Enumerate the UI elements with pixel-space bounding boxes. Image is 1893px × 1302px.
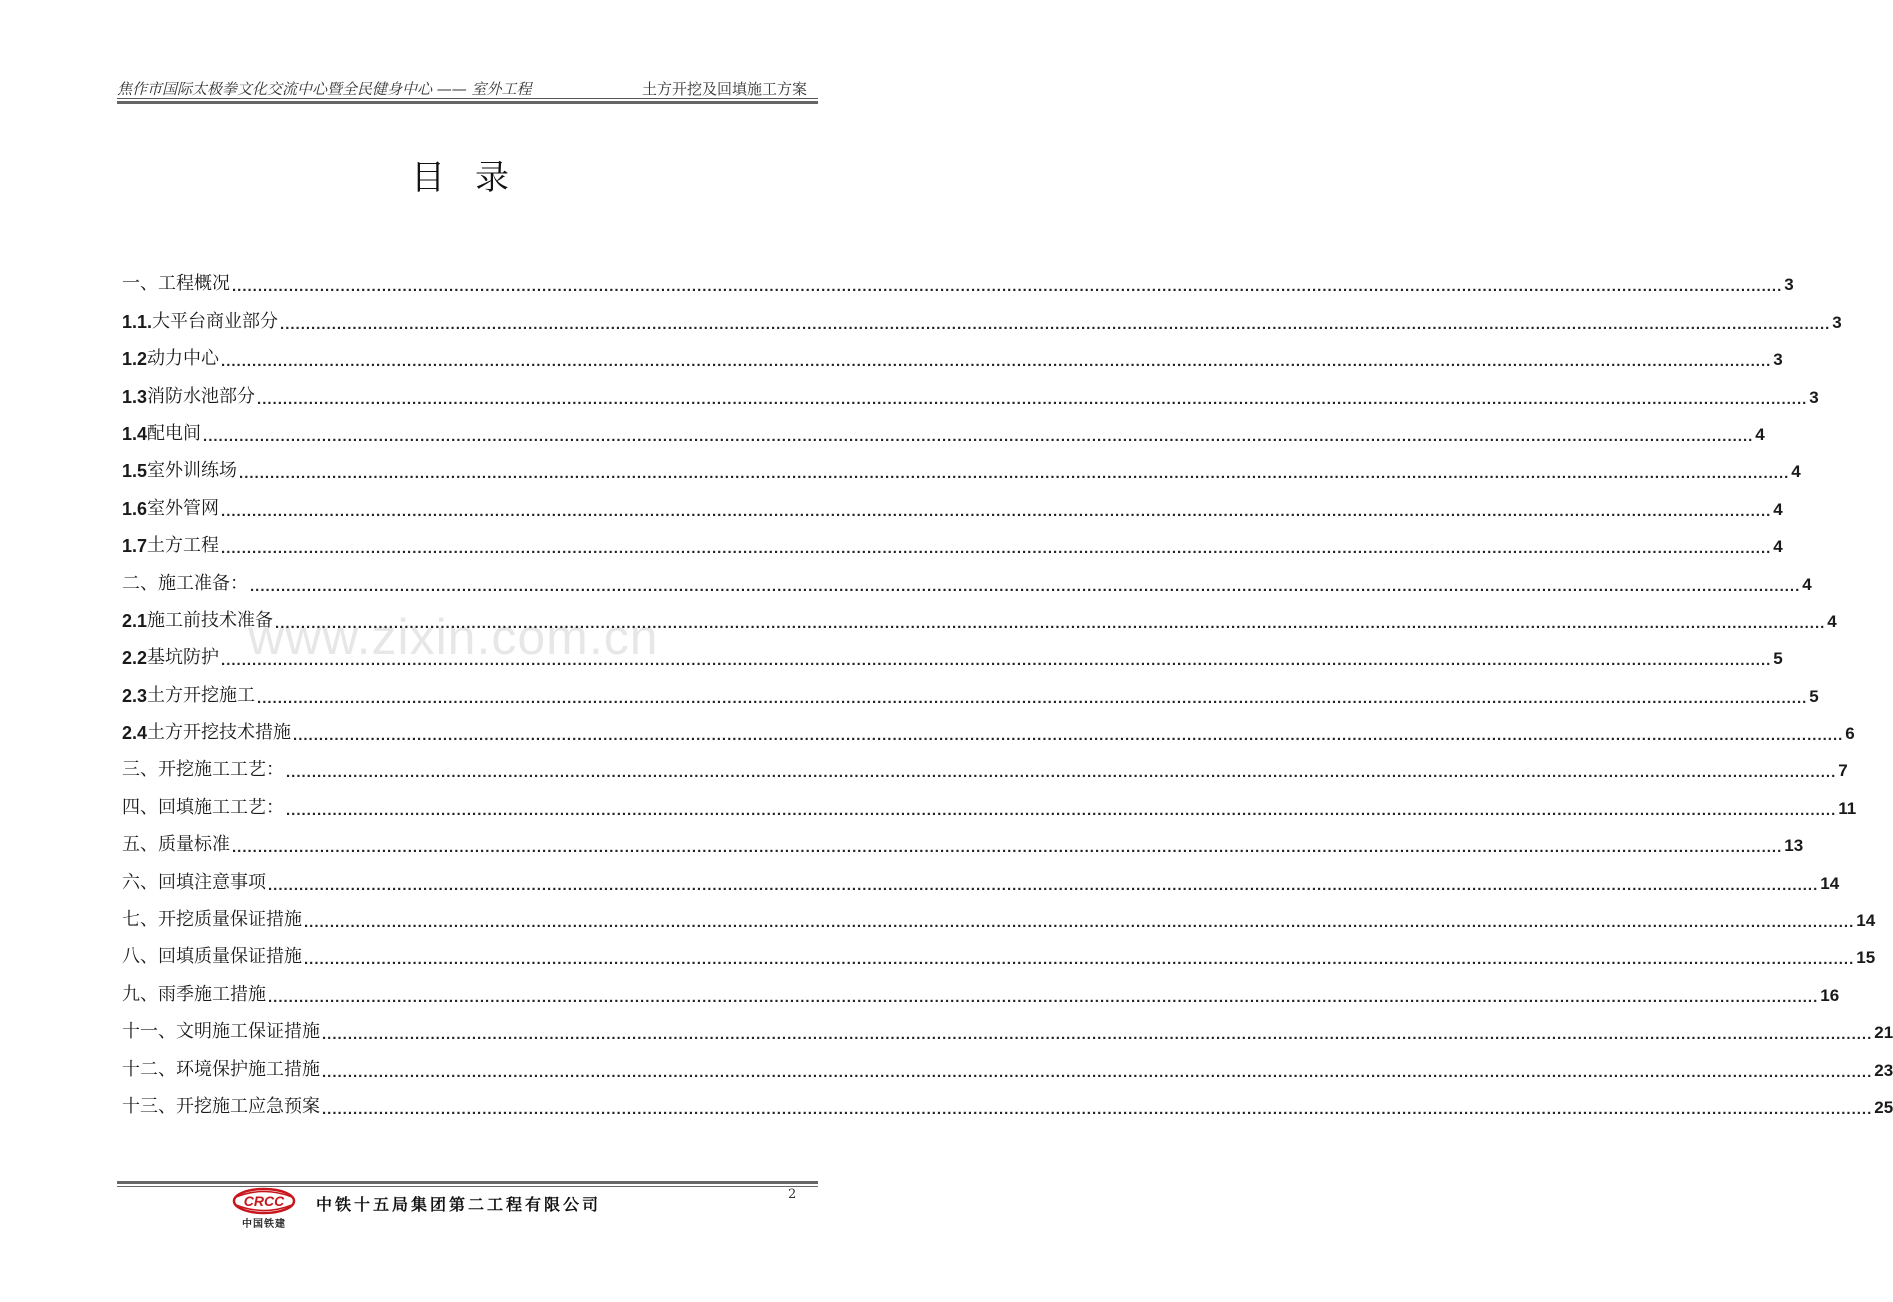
toc-entry-label: 十二、环境保护施工措施 bbox=[122, 1058, 320, 1080]
toc-entry-page: 4 bbox=[1773, 499, 1783, 519]
toc-entry-page: 14 bbox=[1820, 873, 1840, 893]
toc-leader-dots: ............................................................................................................................................................................................................................................................................................................ bbox=[268, 988, 1819, 1006]
toc-leader-dots: ............................................................................................................................................................................................................................................................................................................ bbox=[232, 278, 1783, 296]
logo-caption: 中国铁建 bbox=[242, 1219, 286, 1230]
toc-leader-dots: ............................................................................................................................................................................................................................................................................................................ bbox=[322, 1026, 1873, 1044]
toc-leader-dots: ............................................................................................................................................................................................................................................................................................................ bbox=[286, 764, 1837, 782]
toc-entry[interactable] bbox=[122, 520, 1783, 558]
toc-leader-dots: ............................................................................................................................................................................................................................................................................................................ bbox=[257, 390, 1808, 408]
header-rule-thick bbox=[117, 101, 818, 104]
toc-entry[interactable] bbox=[122, 1043, 1893, 1081]
logo-letters: CRCC bbox=[243, 1193, 285, 1209]
toc-entry-number: 1.3 bbox=[122, 386, 148, 407]
toc-entry-number: 1.5 bbox=[122, 461, 148, 482]
toc-entry-label: 配电间 bbox=[147, 422, 202, 444]
toc-entry[interactable] bbox=[122, 258, 1794, 296]
toc-leader-dots: ............................................................................................................................................................................................................................................................................................................ bbox=[293, 727, 1844, 745]
toc-entry-number: 2.4 bbox=[122, 723, 148, 744]
toc-entry-label: 室外训练场 bbox=[147, 460, 238, 482]
toc-entry[interactable] bbox=[122, 931, 1876, 969]
toc-entry[interactable] bbox=[122, 295, 1842, 333]
toc-entry[interactable] bbox=[122, 445, 1801, 483]
toc-entry-page: 5 bbox=[1809, 686, 1819, 706]
toc-entry-label: 施工前技术准备 bbox=[147, 609, 274, 631]
toc-entry-page: 4 bbox=[1773, 537, 1783, 557]
toc-entry-number: 2.1 bbox=[122, 610, 148, 631]
toc-entry[interactable] bbox=[122, 894, 1876, 932]
toc-leader-dots: ............................................................................................................................................................................................................................................................................................................ bbox=[250, 577, 1801, 595]
toc-leader-dots: ............................................................................................................................................................................................................................................................................................................ bbox=[304, 951, 1855, 969]
toc-entry[interactable] bbox=[122, 669, 1819, 707]
toc-entry-page: 21 bbox=[1874, 1023, 1893, 1043]
page-title: 目录 bbox=[411, 158, 539, 198]
toc-entry-page: 3 bbox=[1809, 387, 1819, 407]
toc-entry-label: 七、开挖质量保证措施 bbox=[122, 909, 302, 931]
toc-entry-page: 4 bbox=[1802, 574, 1812, 594]
toc-entry-number: 1.1. bbox=[122, 311, 153, 332]
company-name: 中铁十五局集团第二工程有限公司 bbox=[316, 1195, 602, 1214]
toc-leader-dots: ............................................................................................................................................................................................................................................................................................................ bbox=[221, 353, 1772, 371]
toc-entry-label: 八、回填质量保证措施 bbox=[122, 946, 302, 968]
toc-entry[interactable] bbox=[122, 707, 1855, 745]
toc-entry-label: 土方开挖技术措施 bbox=[147, 722, 292, 744]
toc-entry[interactable] bbox=[122, 557, 1812, 595]
toc-entry-page: 16 bbox=[1820, 985, 1840, 1005]
toc-entry[interactable] bbox=[122, 968, 1840, 1006]
toc-entry-page: 6 bbox=[1845, 724, 1855, 744]
toc-leader-dots: ............................................................................................................................................................................................................................................................................................................ bbox=[203, 427, 1754, 445]
toc-leader-dots: ............................................................................................................................................................................................................................................................................................................ bbox=[322, 1063, 1873, 1081]
toc-entry-label: 基坑防护 bbox=[147, 647, 220, 669]
toc-entry-page: 23 bbox=[1874, 1060, 1893, 1080]
toc-leader-dots: ............................................................................................................................................................................................................................................................................................................ bbox=[232, 839, 1783, 857]
toc-entry[interactable] bbox=[122, 1006, 1893, 1044]
toc-entry-number: 1.6 bbox=[122, 498, 148, 519]
toc-entry-page: 13 bbox=[1784, 836, 1804, 856]
page-number: 2 bbox=[788, 1187, 797, 1202]
toc-entry-page: 4 bbox=[1755, 424, 1765, 444]
header-document-title: 土方开挖及回填施工方案 bbox=[641, 80, 807, 98]
toc-entry-number: 2.2 bbox=[122, 648, 148, 669]
toc-entry-number: 2.3 bbox=[122, 685, 148, 706]
toc-entry-label: 三、开挖施工工艺： bbox=[122, 759, 284, 781]
toc-entry-page: 7 bbox=[1838, 761, 1848, 781]
toc-entry-page: 14 bbox=[1856, 911, 1876, 931]
toc-entry-label: 十三、开挖施工应急预案 bbox=[122, 1095, 320, 1117]
toc-entry-page: 4 bbox=[1791, 462, 1801, 482]
toc-entry-label: 动力中心 bbox=[147, 348, 220, 370]
toc-leader-dots: ............................................................................................................................................................................................................................................................................................................ bbox=[257, 689, 1808, 707]
toc-entry-label: 大平台商业部分 bbox=[152, 310, 279, 332]
toc-entry[interactable] bbox=[122, 632, 1783, 670]
toc-entry[interactable] bbox=[122, 856, 1840, 894]
header-project-title: 焦作市国际太极拳文化交流中心暨全民健身中心 —— 室外工程 bbox=[117, 80, 532, 98]
toc-entry-page: 11 bbox=[1838, 798, 1857, 818]
toc-leader-dots: ............................................................................................................................................................................................................................................................................................................ bbox=[286, 801, 1837, 819]
toc-entry-label: 二、施工准备： bbox=[122, 572, 248, 594]
toc-leader-dots: ............................................................................................................................................................................................................................................................................................................ bbox=[239, 465, 1790, 483]
toc-entry-number: 1.7 bbox=[122, 536, 148, 557]
toc-leader-dots: ............................................................................................................................................................................................................................................................................................................ bbox=[268, 876, 1819, 894]
toc-entry-label: 四、回填施工工艺： bbox=[122, 796, 284, 818]
toc-entry-label: 土方工程 bbox=[147, 535, 220, 557]
toc-leader-dots: ............................................................................................................................................................................................................................................................................................................ bbox=[275, 614, 1826, 632]
toc-entry-page: 3 bbox=[1773, 350, 1783, 370]
toc-entry-page: 5 bbox=[1773, 649, 1783, 669]
toc-entry-label: 十一、文明施工保证措施 bbox=[122, 1021, 320, 1043]
toc-entry-label: 消防水池部分 bbox=[147, 385, 256, 407]
page-header bbox=[117, 78, 817, 98]
toc-entry[interactable] bbox=[122, 482, 1783, 520]
toc-entry-label: 六、回填注意事项 bbox=[122, 871, 266, 893]
toc-entry-page: 4 bbox=[1827, 611, 1837, 631]
table-of-contents bbox=[122, 258, 1893, 1118]
toc-leader-dots: ............................................................................................................................................................................................................................................................................................................ bbox=[304, 914, 1855, 932]
toc-entry[interactable] bbox=[122, 333, 1783, 371]
toc-entry-label: 室外管网 bbox=[147, 497, 220, 519]
toc-leader-dots: ............................................................................................................................................................................................................................................................................................................ bbox=[322, 1100, 1873, 1118]
toc-entry-label: 一、工程概况 bbox=[122, 273, 230, 295]
toc-entry-page: 3 bbox=[1832, 312, 1842, 332]
toc-entry-page: 15 bbox=[1856, 948, 1876, 968]
toc-leader-dots: ............................................................................................................................................................................................................................................................................................................ bbox=[221, 652, 1772, 670]
header-rule-thin bbox=[117, 98, 818, 99]
toc-entry[interactable] bbox=[122, 370, 1819, 408]
toc-entry[interactable] bbox=[122, 819, 1804, 857]
toc-entry-label: 五、质量标准 bbox=[122, 834, 230, 856]
toc-entry-label: 九、雨季施工措施 bbox=[122, 983, 266, 1005]
toc-entry[interactable] bbox=[122, 408, 1765, 445]
watermark: www.zixin.com.cn bbox=[248, 609, 659, 665]
toc-entry-number: 1.4 bbox=[122, 423, 148, 444]
toc-entry[interactable] bbox=[122, 595, 1837, 632]
footer-rule-thin bbox=[117, 1186, 818, 1187]
footer-rule-thick bbox=[117, 1181, 818, 1184]
toc-entry-page: 25 bbox=[1874, 1097, 1893, 1117]
toc-leader-dots: ............................................................................................................................................................................................................................................................................................................ bbox=[221, 540, 1772, 558]
toc-entry-page: 3 bbox=[1784, 275, 1794, 295]
toc-entry-label: 土方开挖施工 bbox=[147, 684, 256, 706]
toc-entry[interactable] bbox=[122, 781, 1857, 819]
toc-entry[interactable] bbox=[122, 1081, 1893, 1118]
toc-entry[interactable] bbox=[122, 744, 1848, 782]
toc-entry-number: 1.2 bbox=[122, 349, 148, 370]
toc-leader-dots: ............................................................................................................................................................................................................................................................................................................ bbox=[280, 315, 1831, 333]
toc-leader-dots: ............................................................................................................................................................................................................................................................................................................ bbox=[221, 502, 1772, 520]
